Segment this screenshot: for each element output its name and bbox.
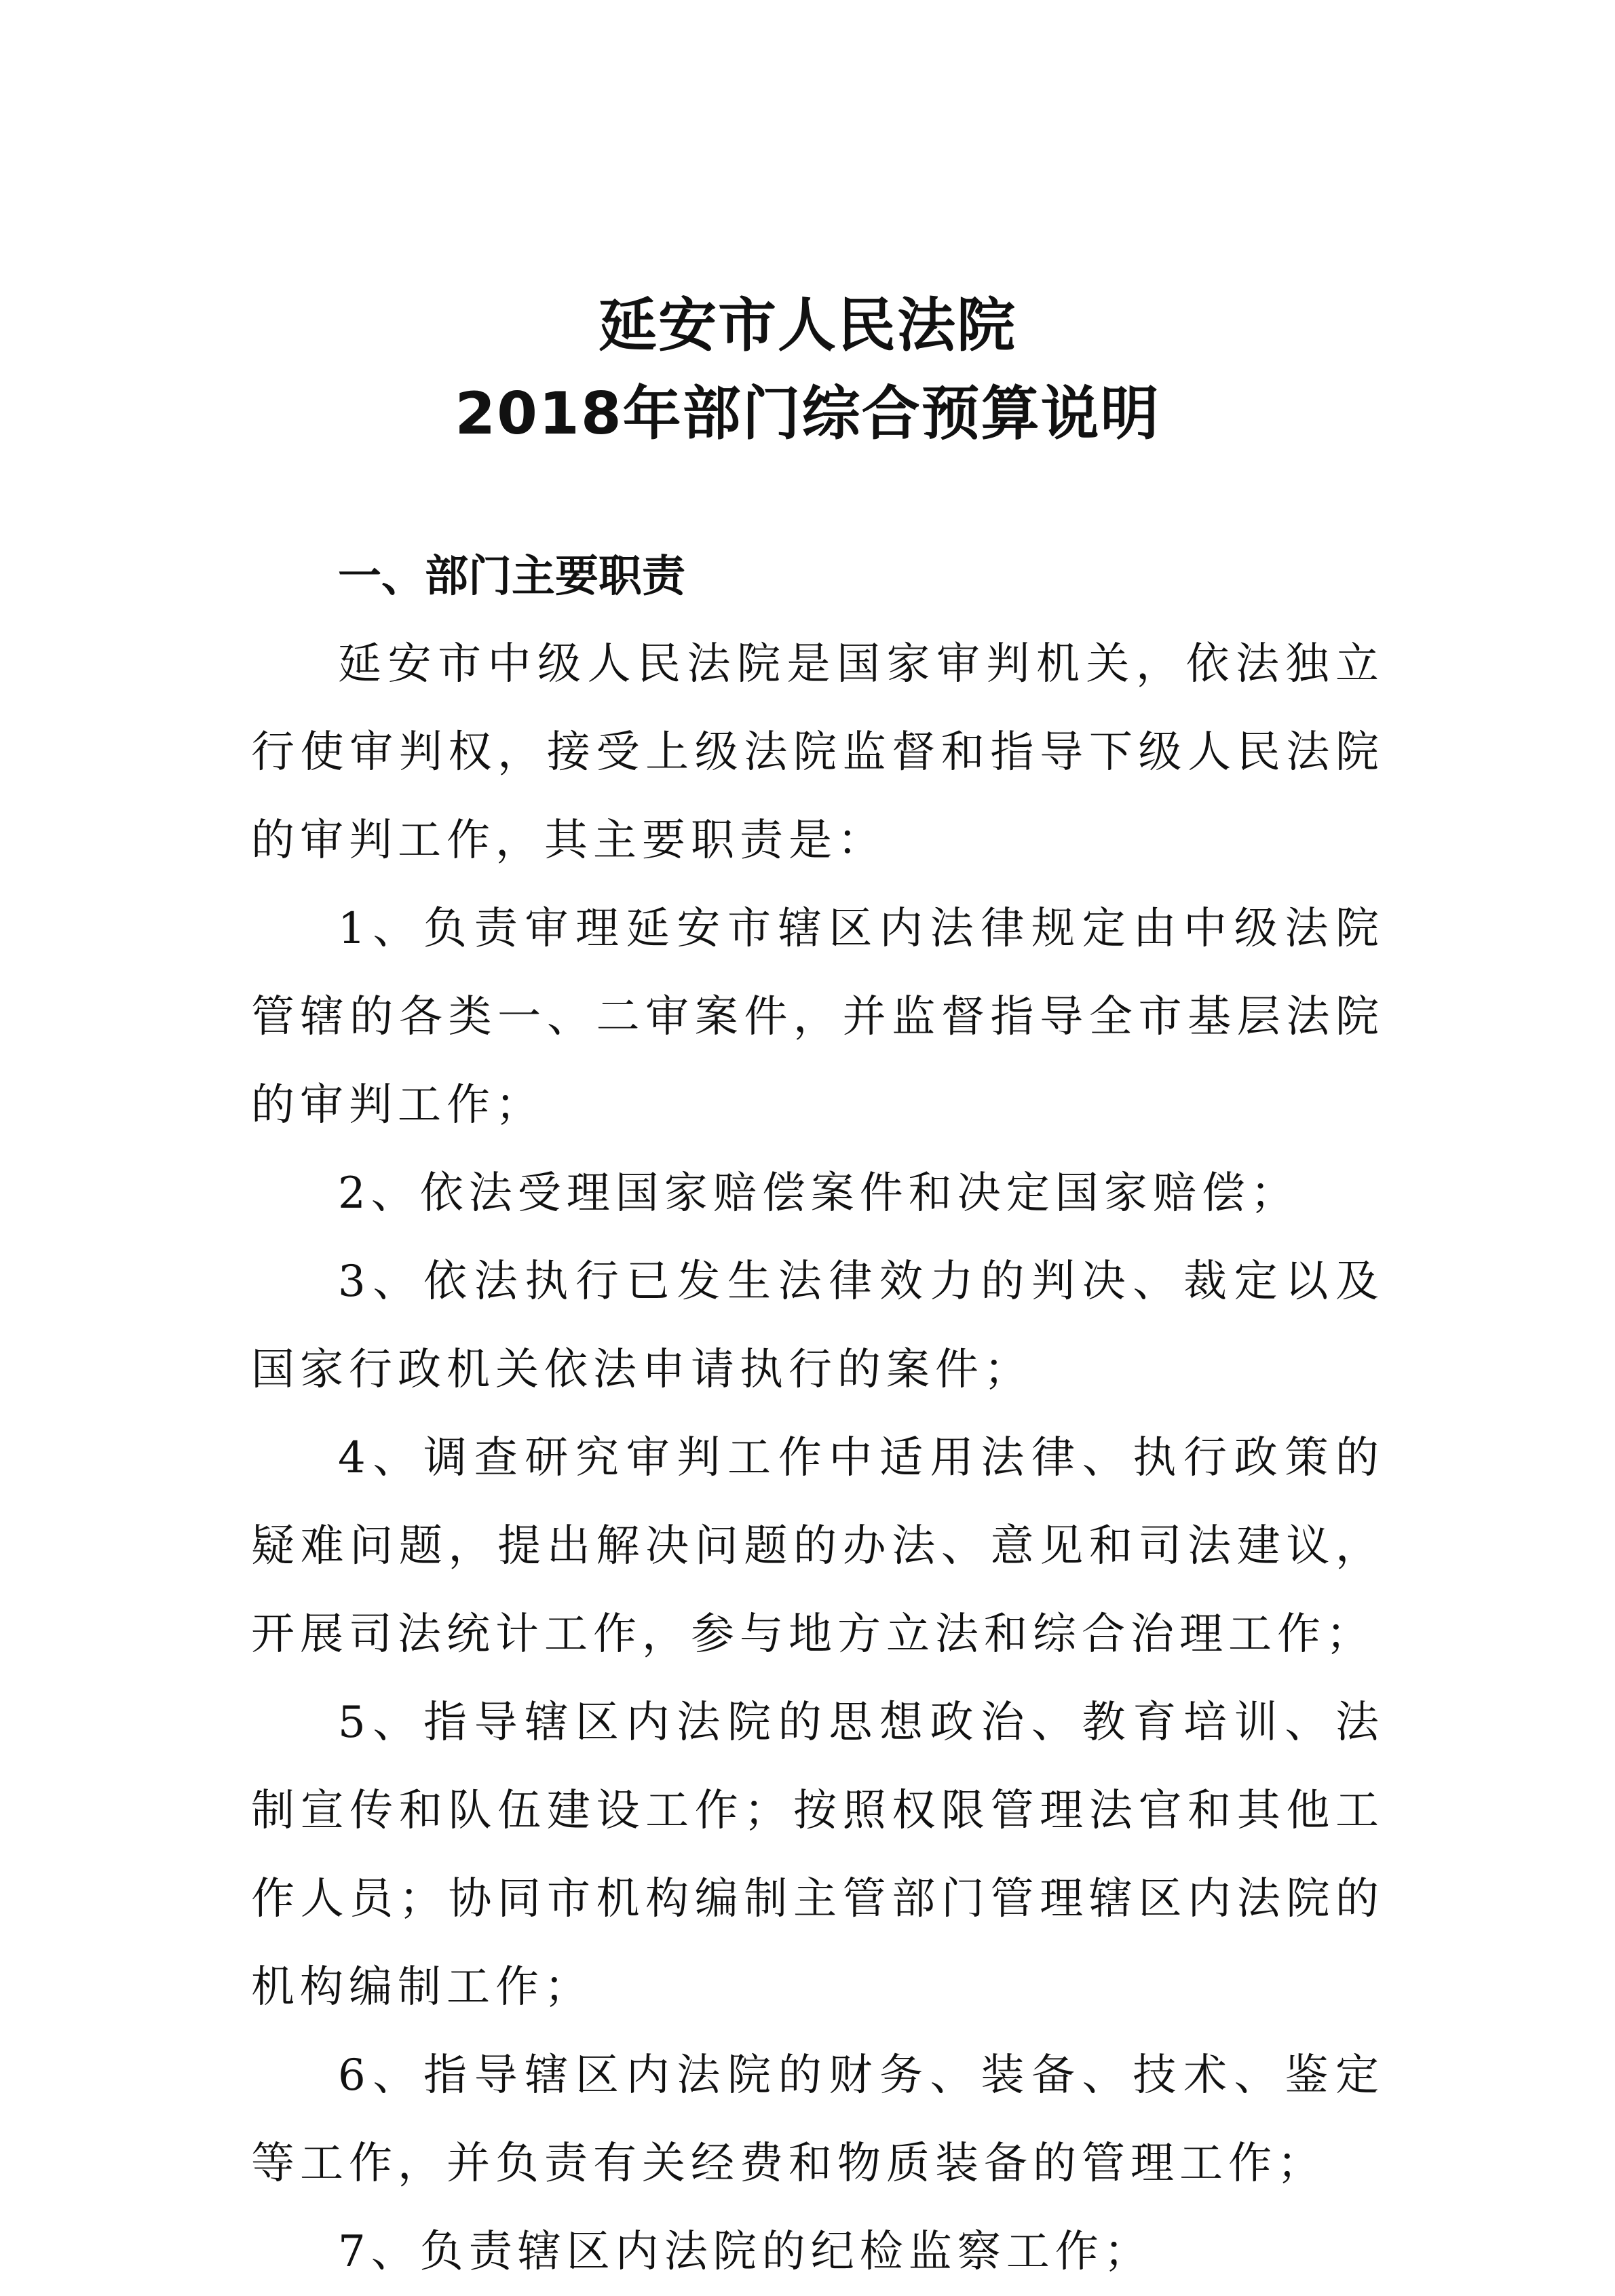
document-title [0, 282, 1615, 458]
title-budget-description: 2018年部门综合预算说明 [455, 380, 1160, 448]
section-heading-main-duties: 一、部门主要职责 [338, 552, 685, 602]
duty-item-2: 2、依法受理国家赔偿案件和决定国家赔偿； [338, 1168, 1299, 1219]
duty-item-1: 1、负责审理延安市辖区内法律规定由中级法院管辖的各类一、二审案件，并监督指导全市基层法院的审判工作； [251, 904, 1384, 1130]
duty-item-7: 7、负责辖区内法院的纪检监察工作； [338, 2227, 1153, 2277]
document-body [251, 543, 1384, 2296]
title-organization: 延安市人民法院 [598, 292, 1016, 360]
duty-item-4: 4、调查研究审判工作中适用法律、执行政策的疑难问题，提出解决问题的办法、意见和司法建议，开展司法统计工作，参与地方立法和综合治理工作； [251, 1433, 1384, 1660]
intro-paragraph: 延安市中级人民法院是国家审判机关，依法独立行使审判权，接受上级法院监督和指导下级人民法院的审判工作，其主要职责是： [251, 639, 1384, 866]
duty-item-6: 6、指导辖区内法院的财务、装备、技术、鉴定等工作，并负责有关经费和物质装备的管理工作； [251, 2050, 1384, 2189]
duty-item-3: 3、依法执行已发生法律效力的判决、裁定以及国家行政机关依法申请执行的案件； [251, 1257, 1384, 1395]
duty-item-5: 5、指导辖区内法院的思想政治、教育培训、法制宣传和队伍建设工作；按照权限管理法官和其他工作人员；协同市机构编制主管部门管理辖区内法院的机构编制工作； [251, 1698, 1384, 2012]
